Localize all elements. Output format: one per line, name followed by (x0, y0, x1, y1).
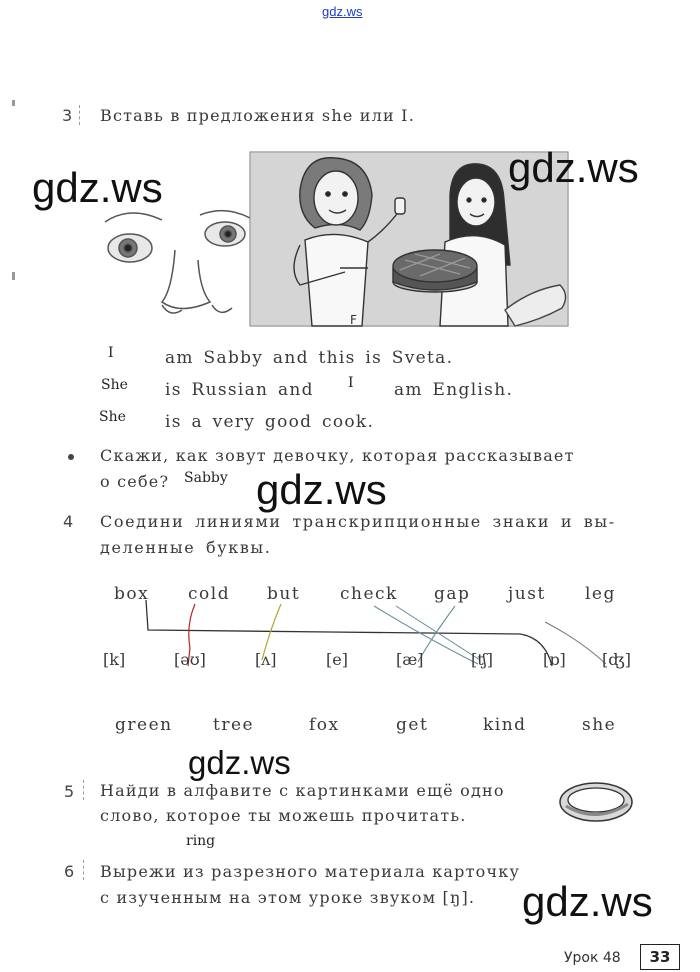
exercise-4-number: 4 (63, 512, 74, 531)
question-line-2: о себе? (100, 472, 170, 491)
phoneme-dzh: [ʤ] (602, 650, 632, 669)
phoneme-ou: [əʊ] (174, 650, 206, 669)
page-number: 33 (640, 944, 680, 970)
word-but: but (267, 584, 301, 604)
exercise-6-number: 6 (64, 862, 75, 881)
watermark-overlay: gdz.ws (508, 144, 639, 191)
phoneme-ae: [æ] (396, 650, 424, 669)
word-kind: kind (483, 715, 527, 735)
word-she: she (582, 715, 617, 735)
phoneme-k: [k] (103, 650, 126, 669)
sentence-1: am Sabby and this is Sveta. (165, 348, 454, 368)
watermark-overlay: gdz.ws (522, 878, 653, 925)
phoneme-o: [ɒ] (543, 650, 566, 669)
word-check: check (340, 584, 398, 604)
watermark-overlay: gdz.ws (256, 466, 387, 513)
exercise-6-line-2: с изученным на этом уроке звуком [ŋ]. (100, 888, 476, 907)
word-cold: cold (188, 584, 231, 604)
watermark-top[interactable]: gdz.ws (322, 4, 363, 19)
word-just: just (508, 584, 546, 604)
word-leg: leg (585, 584, 616, 604)
exercise-4-instruction-1: Соедини линиями транскрипционные знаки и вы- (100, 512, 616, 531)
exercise-3-number: 3 (62, 106, 73, 125)
exercise-3-instruction: Вставь в предложения she или I. (100, 106, 415, 125)
answer-line-3: She (99, 409, 126, 425)
phoneme-e: [e] (326, 650, 348, 669)
exercise-6-line-1: Вырежи из разрезного материала карточку (100, 862, 521, 881)
sentence-3: is a very good cook. (165, 412, 375, 432)
number-divider (83, 780, 87, 800)
exercise-5-answer: ring (186, 833, 216, 849)
answer-line-2: She (101, 377, 128, 393)
exercise-5-number: 5 (64, 782, 75, 801)
svg-text:F: F (350, 313, 357, 327)
exercise-5-line-1: Найди в алфавите с картинками ещё одно (100, 781, 505, 800)
exercise-5-line-2: слово, которое ты можешь прочитать. (100, 806, 467, 825)
sentence-2-end: am English. (394, 380, 514, 400)
word-fox: fox (309, 715, 340, 735)
answer-line-2b: I (348, 375, 354, 391)
exercise-4-instruction-2: деленные буквы. (100, 538, 272, 557)
sentence-2-start: is Russian and (165, 380, 314, 400)
question-line-1: Скажи, как зовут девочку, которая рассказывает (100, 446, 575, 465)
question-answer: Sabby (184, 470, 228, 486)
watermark-overlay: gdz.ws (32, 164, 163, 211)
answer-line-1: I (108, 345, 114, 361)
lesson-label: Урок 48 (564, 950, 621, 966)
phoneme-ch: [ʧ] (471, 650, 494, 669)
phoneme-wedge: [ʌ] (255, 650, 277, 669)
word-get: get (396, 715, 429, 735)
number-divider (83, 860, 87, 880)
word-tree: tree (213, 715, 255, 735)
watermark-overlay: gdz.ws (188, 744, 291, 781)
ring-picture (558, 778, 636, 826)
word-box: box (114, 584, 150, 604)
word-gap: gap (434, 584, 471, 604)
word-green: green (115, 715, 173, 735)
